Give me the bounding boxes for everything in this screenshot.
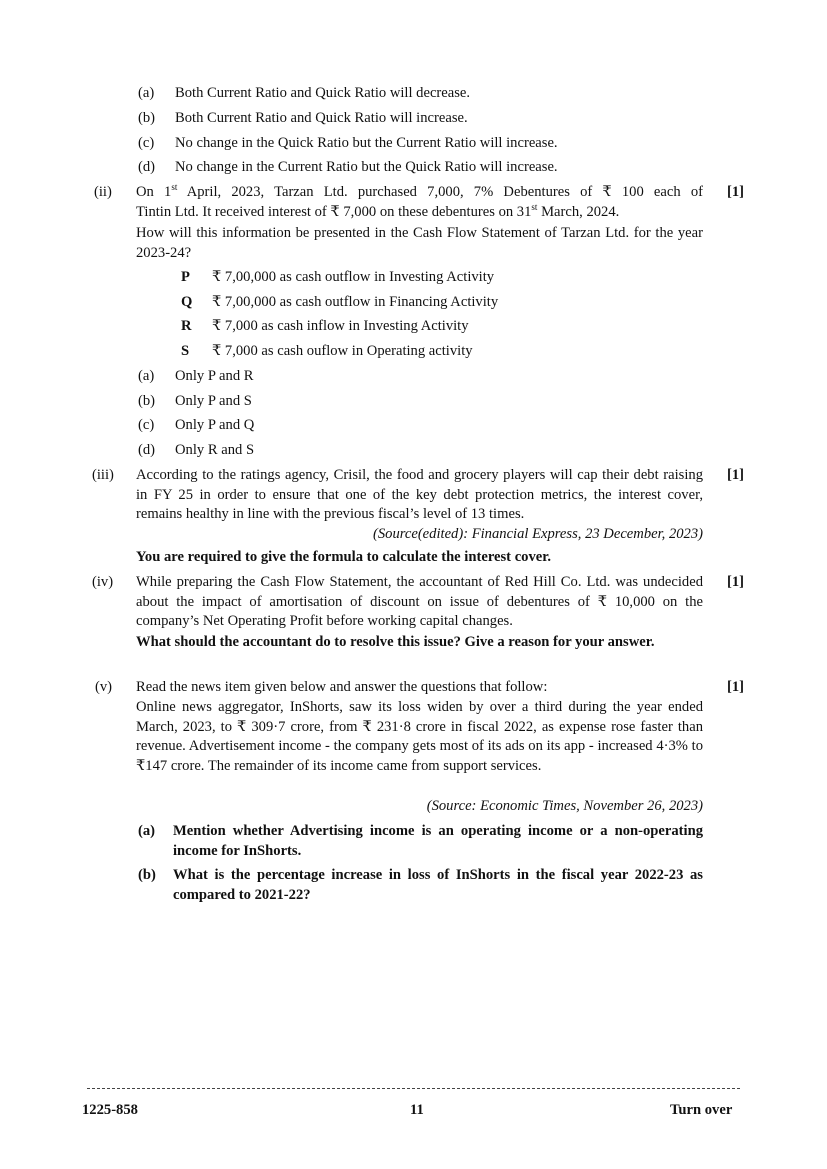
footer-divider <box>87 1088 740 1089</box>
q5-sub-a-label: (a) <box>138 823 156 839</box>
footer-page-number: 11 <box>410 1102 424 1118</box>
q2-statement-s-key: S <box>181 343 190 359</box>
prev-option-a-label: (a) <box>138 85 155 101</box>
q5-intro: Read the news item given below and answer the questions that follow: <box>136 679 548 695</box>
q2-option-b-text: Only P and S <box>175 393 252 409</box>
q2-text-c: Tintin Ltd. It received interest of ₹ 7,000 on these debentures on 31 <box>136 204 532 220</box>
q5-number: (v) <box>95 679 113 695</box>
q2-statement-r-key: R <box>181 318 192 334</box>
q5-sub-b-text: What is the percentage increase in loss of InShorts in the fiscal year 2022-23 as compared to 2021-22? <box>173 867 703 903</box>
q5-news: Online news aggregator, InShorts, saw its loss widen by over a third during the year ended March, 2023, to ₹ 309·7 crore, from ₹ 231·8 crore in fiscal 2022, as expense rose faster than revenue. Advertisement income - the company gets most of its ads on its app - increased 4·3% to ₹147 crore. The remainder of its income came from support services. <box>136 699 703 774</box>
q5-source: (Source: Economic Times, November 26, 2023) <box>426 798 703 814</box>
q5-sub-b-label: (b) <box>138 867 156 883</box>
prev-option-b-label: (b) <box>138 110 156 126</box>
q2-statement-p-key: P <box>181 269 190 285</box>
prev-option-c-text: No change in the Quick Ratio but the Current Ratio will increase. <box>175 135 558 151</box>
q3-marks: [1] <box>727 467 745 483</box>
q4-text: While preparing the Cash Flow Statement, the accountant of Red Hill Co. Ltd. was undecided about the impact of amortisation of discount on issue of debentures of ₹ 10,000 on the company’s Net Operating Profit before working capital changes. <box>136 574 703 629</box>
q2-statement-r-text: ₹ 7,000 as cash inflow in Investing Activity <box>212 318 469 334</box>
q4-number: (iv) <box>92 574 114 590</box>
q3-instruction: You are required to give the formula to calculate the interest cover. <box>136 549 552 565</box>
q2-line-2 <box>136 203 619 222</box>
q2-option-a-label: (a) <box>138 368 155 384</box>
q2-line-1 <box>136 183 703 203</box>
q2-text-d: March, 2024. <box>537 204 620 220</box>
footer-paper-code: 1225-858 <box>82 1102 138 1118</box>
q2-marks: [1] <box>727 184 745 200</box>
prev-option-d-text: No change in the Current Ratio but the Quick Ratio will increase. <box>175 159 558 175</box>
q2-sup-a: st <box>171 182 178 193</box>
q5-marks: [1] <box>727 679 745 695</box>
q2-number: (ii) <box>94 184 112 200</box>
q2-option-d-label: (d) <box>138 442 156 458</box>
q3-source: (Source(edited): Financial Express, 23 December, 2023) <box>372 526 703 542</box>
q2-option-d-text: Only R and S <box>175 442 255 458</box>
q3-text: According to the ratings agency, Crisil, the food and grocery players will cap their debt raising in FY 25 in order to ensure that one of the key debt protection metrics, the interest cover, remains healthy in line with the previous fiscal’s level of 13 times. <box>136 467 703 522</box>
prev-option-c-label: (c) <box>138 135 155 151</box>
footer-turn-over: Turn over <box>670 1102 733 1118</box>
q2-question: How will this information be presented in the Cash Flow Statement of Tarzan Ltd. for the year 2023-24? <box>136 225 703 261</box>
q2-option-c-text: Only P and Q <box>175 417 255 433</box>
q2-statement-q-key: Q <box>181 294 193 310</box>
q2-option-b-label: (b) <box>138 393 156 409</box>
q2-sup-c: st <box>531 202 538 213</box>
prev-option-b-text: Both Current Ratio and Quick Ratio will increase. <box>175 110 468 126</box>
q4-question: What should the accountant do to resolve this issue? Give a reason for your answer. <box>136 634 655 650</box>
q2-text-a: On 1 <box>136 184 172 200</box>
q4-marks: [1] <box>727 574 745 590</box>
prev-option-d-label: (d) <box>138 159 156 175</box>
q2-option-c-label: (c) <box>138 417 155 433</box>
q2-statement-q-text: ₹ 7,00,000 as cash outflow in Financing Activity <box>212 294 499 310</box>
q2-text-b: April, 2023, Tarzan Ltd. purchased 7,000, 7% Debentures of ₹ 100 each of <box>177 184 703 200</box>
q2-statement-s-text: ₹ 7,000 as cash ouflow in Operating activity <box>212 343 473 359</box>
q5-sub-a-text: Mention whether Advertising income is an operating income or a non-operating income for InShorts. <box>173 823 703 859</box>
q2-statement-p-text: ₹ 7,00,000 as cash outflow in Investing Activity <box>212 269 495 285</box>
q3-number: (iii) <box>92 467 114 483</box>
q2-option-a-text: Only P and R <box>175 368 254 384</box>
prev-option-a-text: Both Current Ratio and Quick Ratio will decrease. <box>175 85 471 101</box>
